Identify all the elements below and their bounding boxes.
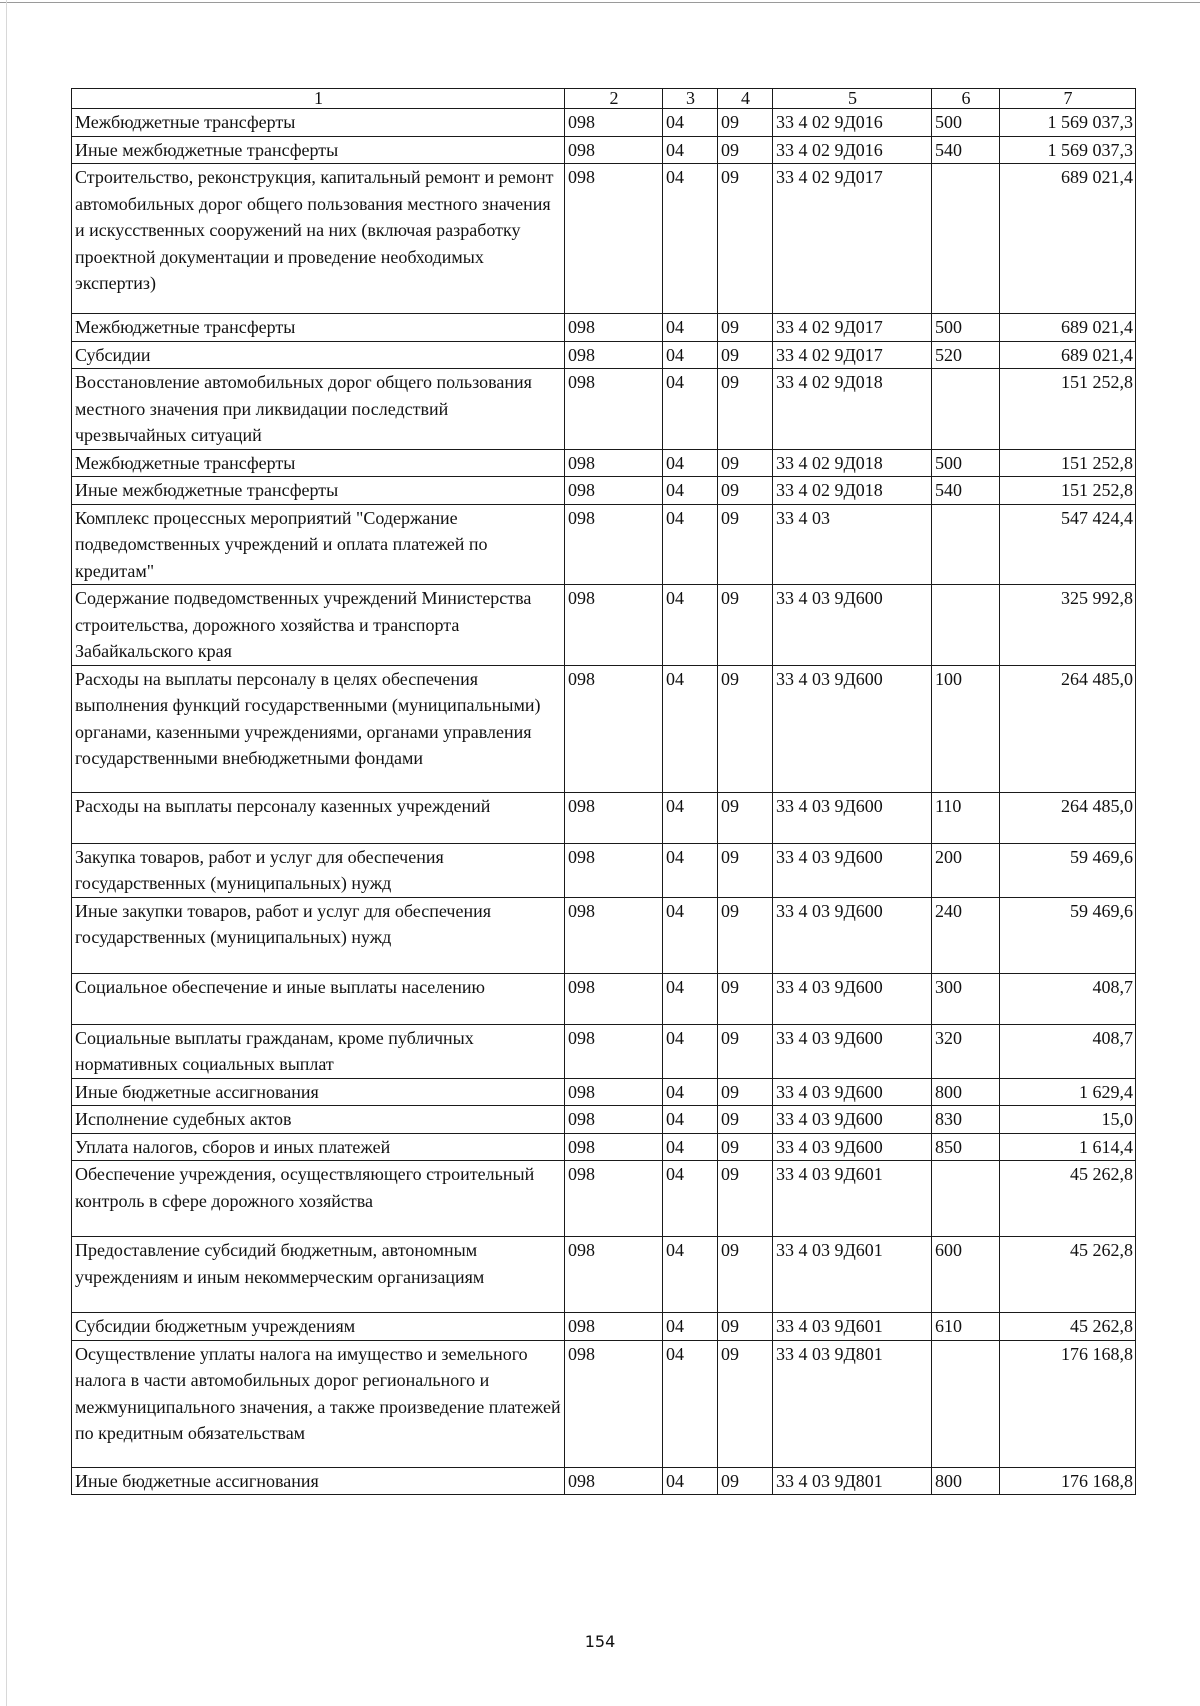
row-code-pr: 09: [718, 1106, 773, 1134]
row-code-rz: 04: [663, 1313, 718, 1341]
row-code-gr: 098: [565, 449, 663, 477]
row-code-gr: 098: [565, 109, 663, 137]
row-code-rz: 04: [663, 504, 718, 585]
row-code-rz: 04: [663, 477, 718, 505]
row-code-csr: 33 4 03 9Д600: [773, 1078, 932, 1106]
row-code-gr: 098: [565, 1237, 663, 1313]
row-code-vr: 100: [932, 665, 1000, 792]
row-code-gr: 098: [565, 314, 663, 342]
row-name: Обеспечение учреждения, осуществляющего строительный контроль в сфере дорожного хозяйства: [72, 1161, 565, 1237]
row-code-vr: 850: [932, 1133, 1000, 1161]
scan-edge-line: [6, 0, 7, 1706]
row-code-gr: 098: [565, 1467, 663, 1495]
scan-edge-line: [0, 2, 1200, 3]
row-name: Межбюджетные трансферты: [72, 314, 565, 342]
row-name: Иные бюджетные ассигнования: [72, 1467, 565, 1495]
row-code-pr: 09: [718, 504, 773, 585]
row-code-rz: 04: [663, 1237, 718, 1313]
row-code-pr: 09: [718, 341, 773, 369]
row-code-gr: 098: [565, 369, 663, 450]
row-code-csr: 33 4 02 9Д017: [773, 314, 932, 342]
row-code-rz: 04: [663, 897, 718, 973]
page-number: 154: [584, 1632, 616, 1651]
row-amount: 1 569 037,3: [1000, 136, 1136, 164]
row-name: Субсидии бюджетным учреждениям: [72, 1313, 565, 1341]
row-code-gr: 098: [565, 1133, 663, 1161]
row-amount: 45 262,8: [1000, 1313, 1136, 1341]
row-code-csr: 33 4 03 9Д600: [773, 665, 932, 792]
row-code-csr: 33 4 03 9Д600: [773, 1024, 932, 1078]
table-row: [72, 504, 1136, 585]
row-amount: 45 262,8: [1000, 1237, 1136, 1313]
row-amount: 264 485,0: [1000, 792, 1136, 843]
row-code-pr: 09: [718, 897, 773, 973]
row-code-gr: 098: [565, 665, 663, 792]
column-number: 6: [932, 89, 1000, 109]
row-code-vr: 520: [932, 341, 1000, 369]
row-name: Иные межбюджетные трансферты: [72, 477, 565, 505]
column-number: 2: [565, 89, 663, 109]
column-number: 1: [72, 89, 565, 109]
row-code-vr: 200: [932, 843, 1000, 897]
table-row: [72, 449, 1136, 477]
table-row: [72, 1161, 1136, 1237]
row-code-csr: 33 4 02 9Д016: [773, 136, 932, 164]
row-code-pr: 09: [718, 792, 773, 843]
row-code-vr: 800: [932, 1467, 1000, 1495]
row-amount: 59 469,6: [1000, 843, 1136, 897]
row-name: Социальные выплаты гражданам, кроме публичных нормативных социальных выплат: [72, 1024, 565, 1078]
row-code-rz: 04: [663, 1133, 718, 1161]
row-code-rz: 04: [663, 973, 718, 1024]
table-row: [72, 1237, 1136, 1313]
row-code-vr: 500: [932, 449, 1000, 477]
row-name: Исполнение судебных актов: [72, 1106, 565, 1134]
column-number: 3: [663, 89, 718, 109]
row-code-vr: [932, 1340, 1000, 1467]
row-amount: 151 252,8: [1000, 369, 1136, 450]
row-code-gr: 098: [565, 1078, 663, 1106]
table-row: [72, 792, 1136, 843]
row-amount: 1 614,4: [1000, 1133, 1136, 1161]
row-code-vr: 540: [932, 136, 1000, 164]
row-code-gr: 098: [565, 164, 663, 314]
row-code-rz: 04: [663, 1467, 718, 1495]
table-row: [72, 314, 1136, 342]
row-code-pr: 09: [718, 369, 773, 450]
row-code-gr: 098: [565, 477, 663, 505]
row-code-csr: 33 4 03 9Д601: [773, 1237, 932, 1313]
row-amount: 408,7: [1000, 973, 1136, 1024]
row-code-csr: 33 4 02 9Д018: [773, 449, 932, 477]
row-code-gr: 098: [565, 136, 663, 164]
row-code-gr: 098: [565, 341, 663, 369]
row-name: Уплата налогов, сборов и иных платежей: [72, 1133, 565, 1161]
row-name: Комплекс процессных мероприятий "Содержание подведомственных учреждений и оплата платежей по кредитам": [72, 504, 565, 585]
row-code-vr: 500: [932, 314, 1000, 342]
row-code-rz: 04: [663, 109, 718, 137]
row-code-csr: 33 4 03 9Д600: [773, 585, 932, 666]
row-code-gr: 098: [565, 504, 663, 585]
row-code-pr: 09: [718, 585, 773, 666]
row-code-csr: 33 4 03 9Д600: [773, 973, 932, 1024]
column-number: 7: [1000, 89, 1136, 109]
row-code-rz: 04: [663, 665, 718, 792]
row-name: Строительство, реконструкция, капитальный ремонт и ремонт автомобильных дорог общего пользования местного значения и искусственных сооружений на них (включая разработку проектной документации и проведение необходимых экспертиз): [72, 164, 565, 314]
column-number: 5: [773, 89, 932, 109]
row-code-vr: 610: [932, 1313, 1000, 1341]
table-row: [72, 665, 1136, 792]
row-code-vr: 800: [932, 1078, 1000, 1106]
row-name: Иные бюджетные ассигнования: [72, 1078, 565, 1106]
table-row: [72, 164, 1136, 314]
row-code-pr: 09: [718, 1467, 773, 1495]
row-name: Социальное обеспечение и иные выплаты населению: [72, 973, 565, 1024]
row-code-rz: 04: [663, 164, 718, 314]
row-code-pr: 09: [718, 314, 773, 342]
table-row: [72, 1133, 1136, 1161]
row-code-pr: 09: [718, 1340, 773, 1467]
row-amount: 15,0: [1000, 1106, 1136, 1134]
row-amount: 408,7: [1000, 1024, 1136, 1078]
row-code-pr: 09: [718, 1024, 773, 1078]
row-name: Осуществление уплаты налога на имущество и земельного налога в части автомобильных дорог регионального и межмуниципального значения, а также произведение платежей по кредитным обязательствам: [72, 1340, 565, 1467]
row-code-rz: 04: [663, 792, 718, 843]
column-number-row: [72, 89, 1136, 109]
table-row: [72, 973, 1136, 1024]
row-code-gr: 098: [565, 1024, 663, 1078]
table-row: [72, 109, 1136, 137]
row-code-csr: 33 4 03 9Д801: [773, 1467, 932, 1495]
row-code-gr: 098: [565, 843, 663, 897]
row-amount: 59 469,6: [1000, 897, 1136, 973]
table-row: [72, 1467, 1136, 1495]
table-row: [72, 585, 1136, 666]
row-code-vr: 320: [932, 1024, 1000, 1078]
row-code-csr: 33 4 02 9Д018: [773, 477, 932, 505]
row-code-vr: 240: [932, 897, 1000, 973]
row-code-csr: 33 4 03 9Д600: [773, 843, 932, 897]
row-code-csr: 33 4 03 9Д600: [773, 897, 932, 973]
row-code-gr: 098: [565, 897, 663, 973]
row-code-gr: 098: [565, 1106, 663, 1134]
table-row: [72, 477, 1136, 505]
row-code-pr: 09: [718, 477, 773, 505]
table-row: [72, 843, 1136, 897]
row-code-rz: 04: [663, 1024, 718, 1078]
row-name: Субсидии: [72, 341, 565, 369]
table-row: [72, 1313, 1136, 1341]
row-code-vr: 110: [932, 792, 1000, 843]
row-name: Восстановление автомобильных дорог общего пользования местного значения при ликвидации последствий чрезвычайных ситуаций: [72, 369, 565, 450]
row-amount: 264 485,0: [1000, 665, 1136, 792]
row-name: Иные закупки товаров, работ и услуг для обеспечения государственных (муниципальных) нужд: [72, 897, 565, 973]
row-code-pr: 09: [718, 665, 773, 792]
row-code-vr: 830: [932, 1106, 1000, 1134]
row-code-vr: 500: [932, 109, 1000, 137]
row-name: Содержание подведомственных учреждений Министерства строительства, дорожного хозяйства и транспорта Забайкальского края: [72, 585, 565, 666]
row-code-vr: [932, 369, 1000, 450]
row-code-gr: 098: [565, 973, 663, 1024]
row-code-rz: 04: [663, 1106, 718, 1134]
row-code-csr: 33 4 03 9Д600: [773, 1133, 932, 1161]
row-code-csr: 33 4 03 9Д601: [773, 1161, 932, 1237]
row-name: Расходы на выплаты персоналу казенных учреждений: [72, 792, 565, 843]
row-code-csr: 33 4 02 9Д018: [773, 369, 932, 450]
row-code-rz: 04: [663, 341, 718, 369]
row-code-pr: 09: [718, 843, 773, 897]
row-code-csr: 33 4 02 9Д017: [773, 164, 932, 314]
row-code-rz: 04: [663, 1078, 718, 1106]
row-code-vr: [932, 1161, 1000, 1237]
table-body: [72, 89, 1136, 1495]
column-number: 4: [718, 89, 773, 109]
budget-table: [71, 88, 1136, 1495]
row-code-rz: 04: [663, 314, 718, 342]
row-code-csr: 33 4 03 9Д601: [773, 1313, 932, 1341]
row-code-pr: 09: [718, 136, 773, 164]
row-code-vr: [932, 164, 1000, 314]
row-code-gr: 098: [565, 585, 663, 666]
row-amount: 176 168,8: [1000, 1340, 1136, 1467]
row-code-pr: 09: [718, 1161, 773, 1237]
row-code-pr: 09: [718, 449, 773, 477]
row-code-rz: 04: [663, 136, 718, 164]
row-amount: 151 252,8: [1000, 449, 1136, 477]
row-code-pr: 09: [718, 973, 773, 1024]
row-amount: 45 262,8: [1000, 1161, 1136, 1237]
row-amount: 176 168,8: [1000, 1467, 1136, 1495]
table-row: [72, 1340, 1136, 1467]
row-code-vr: [932, 504, 1000, 585]
table-row: [72, 369, 1136, 450]
row-code-gr: 098: [565, 792, 663, 843]
row-code-csr: 33 4 03 9Д600: [773, 792, 932, 843]
row-amount: 325 992,8: [1000, 585, 1136, 666]
row-amount: 151 252,8: [1000, 477, 1136, 505]
row-amount: 689 021,4: [1000, 341, 1136, 369]
row-code-gr: 098: [565, 1161, 663, 1237]
row-code-rz: 04: [663, 1161, 718, 1237]
row-code-csr: 33 4 03: [773, 504, 932, 585]
row-code-vr: 540: [932, 477, 1000, 505]
row-code-pr: 09: [718, 1078, 773, 1106]
row-code-vr: 300: [932, 973, 1000, 1024]
row-code-pr: 09: [718, 164, 773, 314]
row-code-pr: 09: [718, 109, 773, 137]
row-code-vr: [932, 585, 1000, 666]
row-code-csr: 33 4 03 9Д801: [773, 1340, 932, 1467]
table-row: [72, 1106, 1136, 1134]
table-row: [72, 897, 1136, 973]
row-name: Межбюджетные трансферты: [72, 449, 565, 477]
row-code-gr: 098: [565, 1313, 663, 1341]
row-amount: 547 424,4: [1000, 504, 1136, 585]
row-code-csr: 33 4 02 9Д017: [773, 341, 932, 369]
row-name: Закупка товаров, работ и услуг для обеспечения государственных (муниципальных) нужд: [72, 843, 565, 897]
row-code-rz: 04: [663, 369, 718, 450]
row-code-csr: 33 4 02 9Д016: [773, 109, 932, 137]
row-name: Межбюджетные трансферты: [72, 109, 565, 137]
row-code-rz: 04: [663, 585, 718, 666]
row-code-rz: 04: [663, 449, 718, 477]
row-name: Предоставление субсидий бюджетным, автономным учреждениям и иным некоммерческим организациям: [72, 1237, 565, 1313]
row-amount: 1 629,4: [1000, 1078, 1136, 1106]
row-name: Расходы на выплаты персоналу в целях обеспечения выполнения функций государственными (муниципальными) органами, казенными учреждениями, органами управления государственными внебюджетными фондами: [72, 665, 565, 792]
row-code-pr: 09: [718, 1133, 773, 1161]
row-code-vr: 600: [932, 1237, 1000, 1313]
table-row: [72, 136, 1136, 164]
row-code-gr: 098: [565, 1340, 663, 1467]
row-amount: 1 569 037,3: [1000, 109, 1136, 137]
row-amount: 689 021,4: [1000, 314, 1136, 342]
row-code-csr: 33 4 03 9Д600: [773, 1106, 932, 1134]
row-code-pr: 09: [718, 1313, 773, 1341]
table-row: [72, 1024, 1136, 1078]
row-code-rz: 04: [663, 1340, 718, 1467]
row-code-rz: 04: [663, 843, 718, 897]
table-row: [72, 1078, 1136, 1106]
table-row: [72, 341, 1136, 369]
row-name: Иные межбюджетные трансферты: [72, 136, 565, 164]
row-amount: 689 021,4: [1000, 164, 1136, 314]
row-code-pr: 09: [718, 1237, 773, 1313]
